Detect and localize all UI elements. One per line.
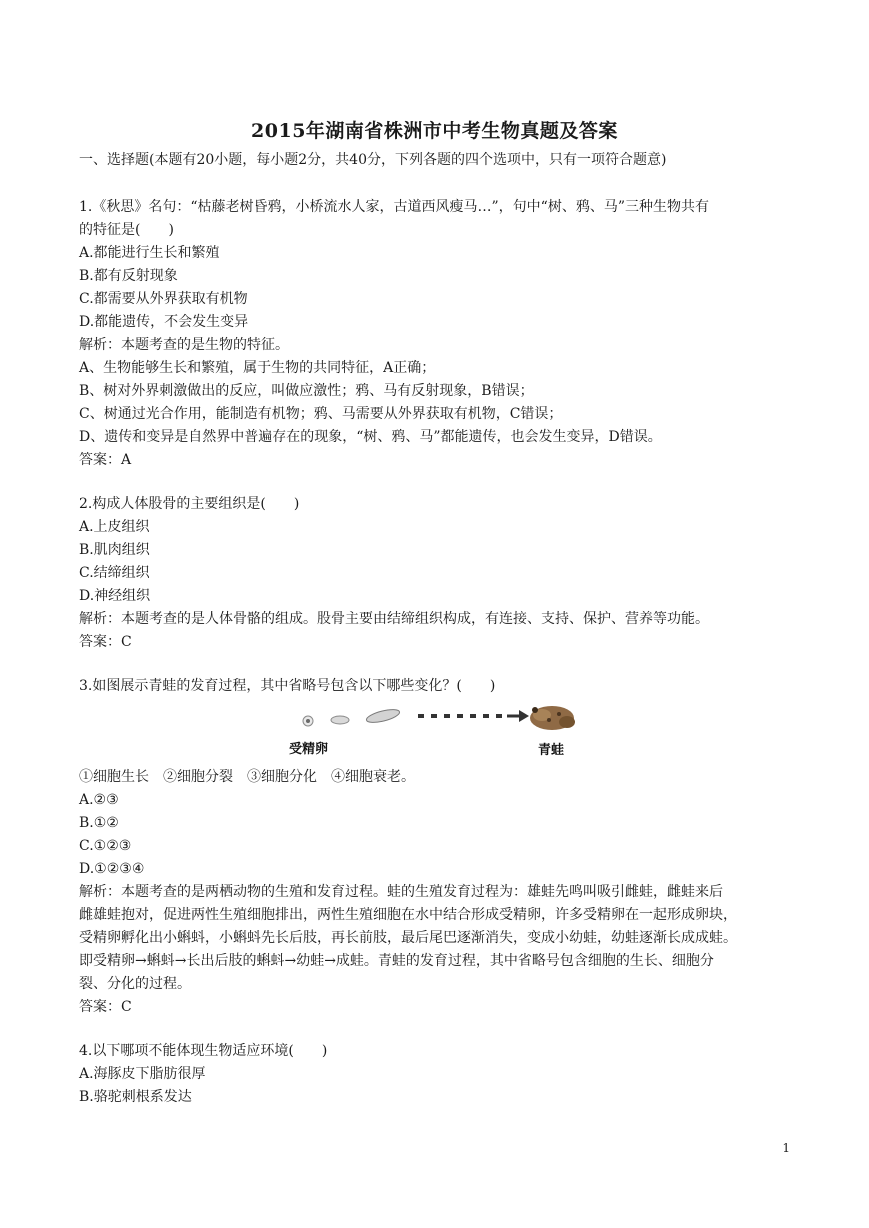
embryo-icon — [331, 716, 349, 724]
q1-stem-line2: 的特征是( ) — [79, 222, 174, 238]
q2-analysis: 解析：本题考查的是人体骨骼的组成。股骨主要由结缔组织构成，有连接、支持、保护、营养等功能。 — [79, 611, 709, 627]
frog-development-figure — [287, 700, 579, 762]
q2-option-a: A.上皮组织 — [79, 519, 150, 535]
frog-label: 青蛙 — [538, 743, 565, 758]
q1-analysis-line: D、遗传和变异是自然界中普遍存在的现象，“树、鸦、马”都能遗传，也会发生变异，D错误。 — [79, 429, 662, 445]
q3-analysis-line: 受精卵孵化出小蝌蚪，小蝌蚪先长后肢，再长前肢，最后尾巴逐渐消失，变成小幼蛙，幼蛙逐渐长成成蛙。 — [79, 930, 737, 946]
frog-icon — [530, 706, 575, 730]
tadpole-icon — [365, 707, 400, 725]
q3-option-c: C.①②③ — [79, 838, 132, 854]
q4-option-a: A.海豚皮下脂肪很厚 — [79, 1066, 206, 1082]
arrow-icon — [507, 710, 529, 722]
q1-analysis-line: A、生物能够生长和繁殖，属于生物的共同特征，A正确； — [79, 360, 436, 376]
q3-answer: 答案：C — [79, 999, 132, 1015]
q3-analysis-line: 解析：本题考查的是两栖动物的生殖和发育过程。蛙的生殖发育过程为：雄蛙先鸣叫吸引雌蛙，雌蛙来后 — [79, 884, 723, 900]
q1-option-d: D.都能遗传，不会发生变异 — [79, 314, 249, 330]
q3-analysis-line: 即受精卵→蝌蚪→长出后肢的蝌蚪→幼蛙→成蛙。青蛙的发育过程，其中省略号包含细胞的生长、细胞分 — [79, 953, 714, 969]
q2-option-b: B.肌肉组织 — [79, 542, 150, 558]
q1-stem-line1: 1.《秋思》名句：“枯藤老树昏鸦，小桥流水人家，古道西风瘦马…”，句中“树、鸦、马”三种生物共有 — [79, 199, 709, 215]
q1-option-b: B.都有反射现象 — [79, 268, 178, 284]
egg-label: 受精卵 — [289, 742, 329, 757]
q4-stem: 4.以下哪项不能体现生物适应环境( ) — [79, 1043, 328, 1059]
page-number: 1 — [782, 1141, 790, 1155]
q1-analysis-line: B、树对外界刺激做出的反应，叫做应激性；鸦、马有反射现象，B错误； — [79, 383, 534, 399]
q2-option-c: C.结缔组织 — [79, 565, 150, 581]
q1-answer: 答案：A — [79, 452, 132, 468]
q3-option-a: A.②③ — [79, 792, 119, 808]
ellipsis-dots — [418, 714, 502, 718]
q3-choices-line: ①细胞生长 ②细胞分裂 ③细胞分化 ④细胞衰老。 — [79, 769, 415, 785]
q3-option-d: D.①②③④ — [79, 861, 145, 877]
q4-option-b: B.骆驼刺根系发达 — [79, 1089, 192, 1105]
q3-analysis-line: 雌雄蛙抱对，促进两性生殖细胞排出，两性生殖细胞在水中结合形成受精卵，许多受精卵在一起形成卵块， — [79, 907, 737, 923]
q1-analysis-line: 解析：本题考查的是生物的特征。 — [79, 337, 289, 353]
q3-analysis-line: 裂、分化的过程。 — [79, 976, 191, 992]
section-heading: 一、选择题(本题有20小题，每小题2分，共40分，下列各题的四个选项中，只有一项符合题意) — [79, 152, 667, 168]
q1-option-c: C.都需要从外界获取有机物 — [79, 291, 248, 307]
q2-answer: 答案：C — [79, 634, 132, 650]
q3-stem: 3.如图展示青蛙的发育过程，其中省略号包含以下哪些变化？( ) — [79, 678, 496, 694]
q1-analysis-line: C、树通过光合作用，能制造有机物；鸦、马需要从外界获取有机物，C错误； — [79, 406, 563, 422]
q3-option-b: B.①② — [79, 815, 119, 831]
q2-option-d: D.神经组织 — [79, 588, 151, 604]
q1-option-a: A.都能进行生长和繁殖 — [79, 245, 220, 261]
q2-stem: 2.构成人体股骨的主要组织是( ) — [79, 496, 300, 512]
page-title: 2015年湖南省株洲市中考生物真题及答案 — [251, 120, 618, 142]
